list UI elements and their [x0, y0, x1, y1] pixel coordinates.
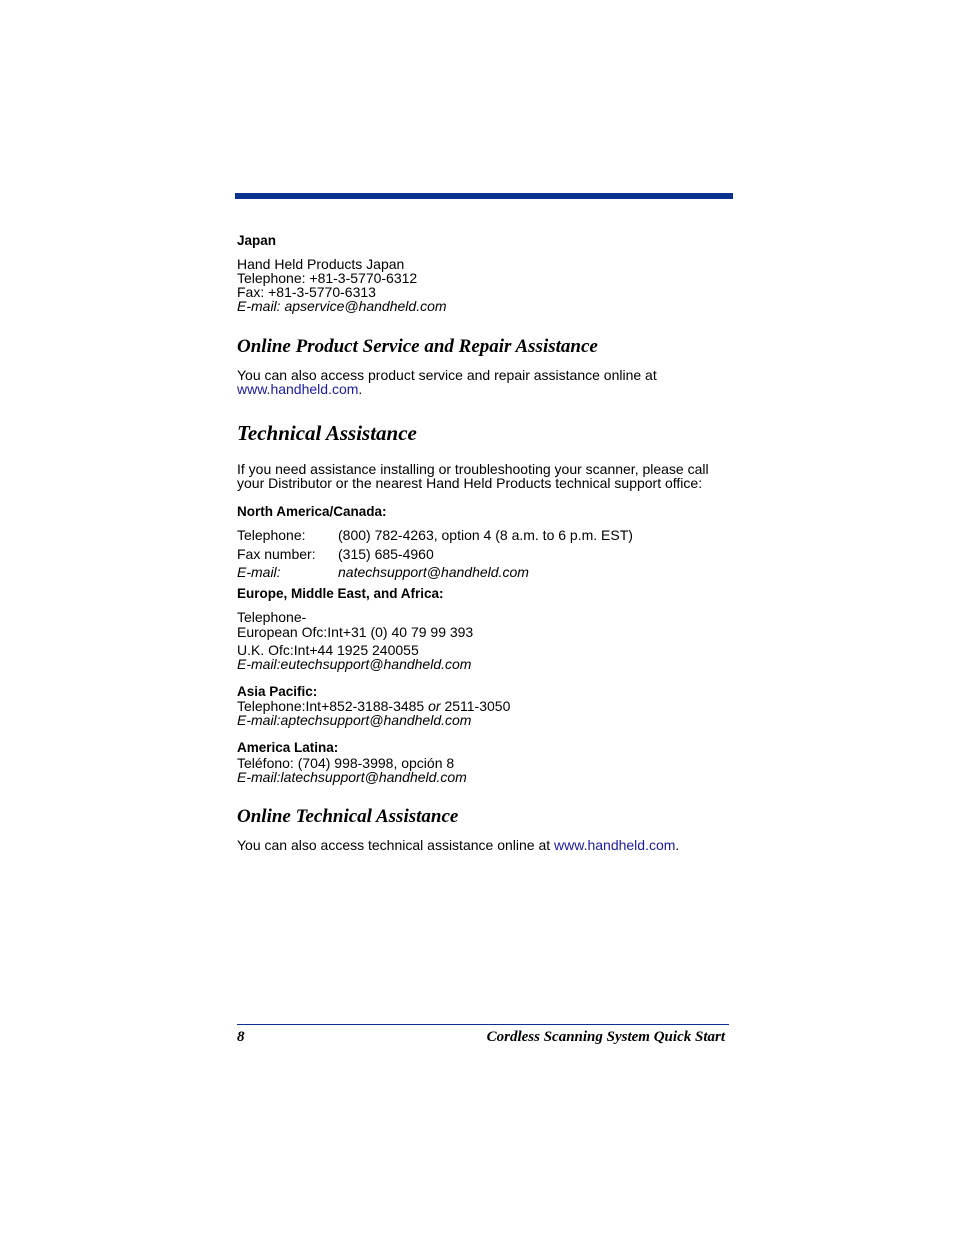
asia-heading: Asia Pacific: — [237, 684, 318, 699]
asia-tel-a: Telephone:Int+852-3188-3485 — [237, 698, 425, 714]
japan-fax: Fax: +81-3-5770-6313 — [237, 284, 376, 300]
na-fax-label: Fax number: — [237, 546, 316, 562]
japan-telephone: Telephone: +81-3-5770-6312 — [237, 270, 418, 286]
period: . — [358, 381, 363, 397]
technical-intro-line1: If you need assistance installing or troubleshooting your scanner, please call — [237, 461, 709, 477]
asia-email: E-mail:aptechsupport@handheld.com — [237, 712, 472, 728]
asia-tel-or: or — [428, 698, 441, 714]
footer-title: Cordless Scanning System Quick Start — [486, 1029, 725, 1045]
japan-heading: Japan — [237, 233, 277, 248]
europe-email: E-mail:eutechsupport@handheld.com — [237, 656, 472, 672]
header-rule — [235, 193, 733, 199]
na-email-label: E-mail: — [237, 564, 281, 580]
latina-heading: America Latina: — [237, 740, 339, 755]
japan-company: Hand Held Products Japan — [237, 256, 405, 272]
europe-heading: Europe, Middle East, and Africa: — [237, 586, 444, 601]
handheld-link-2[interactable]: www.handheld.com — [554, 837, 676, 853]
technical-heading: Technical Assistance — [237, 421, 417, 445]
japan-email: E-mail: apservice@handheld.com — [237, 298, 447, 314]
footer-rule — [237, 1024, 729, 1025]
online-tech-text: You can also access technical assistance online at — [237, 837, 551, 853]
na-fax-value: (315) 685-4960 — [338, 546, 434, 562]
na-telephone-label: Telephone: — [237, 527, 306, 543]
technical-intro-line2: your Distributor or the nearest Hand Held Products technical support office: — [237, 475, 703, 491]
online-tech-line — [237, 838, 679, 852]
online-tech-heading: Online Technical Assistance — [237, 806, 459, 827]
na-telephone-value: (800) 782-4263, option 4 (8 a.m. to 6 p.m. EST) — [338, 527, 633, 543]
asia-tel-b: 2511-3050 — [444, 698, 511, 714]
europe-line3: U.K. Ofc:Int+44 1925 240055 — [237, 642, 419, 658]
latina-telephone: Teléfono: (704) 998-3998, opción 8 — [237, 755, 455, 771]
na-email-value: natechsupport@handheld.com — [338, 564, 529, 580]
page-number: 8 — [237, 1029, 245, 1045]
north-america-heading: North America/Canada: — [237, 504, 387, 519]
online-service-text: You can also access product service and repair assistance online at — [237, 367, 657, 383]
latina-email: E-mail:latechsupport@handheld.com — [237, 769, 467, 785]
online-service-link-line — [237, 382, 362, 396]
period-2: . — [675, 837, 680, 853]
europe-line2: European Ofc:Int+31 (0) 40 79 99 393 — [237, 624, 474, 640]
handheld-link[interactable]: www.handheld.com — [237, 381, 359, 397]
online-service-heading: Online Product Service and Repair Assistance — [237, 336, 598, 357]
europe-line1: Telephone- — [237, 609, 307, 625]
asia-telephone — [237, 699, 510, 713]
